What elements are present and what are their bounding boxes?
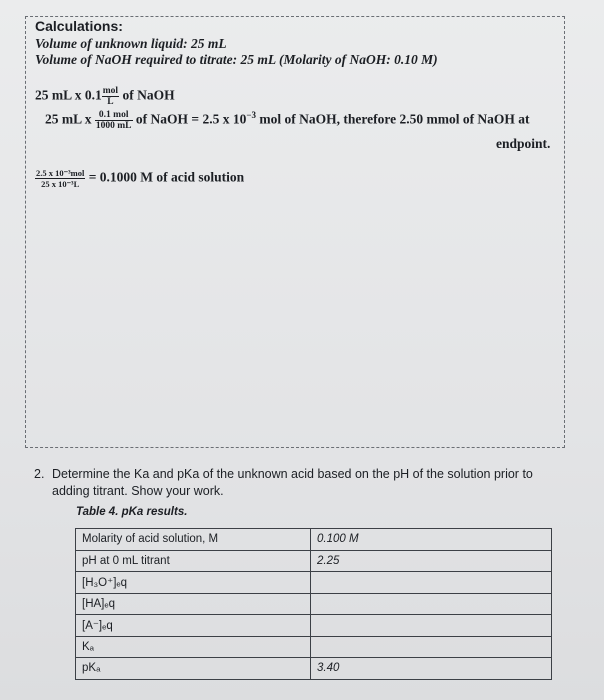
calculations-box [25,16,565,448]
fraction-numerator: 0.1 mol [95,110,133,121]
calc-line-2 [45,110,530,131]
table-row [76,636,552,658]
row-value[interactable]: 2.25 [311,550,552,572]
row-label: [H₃O⁺]ₑq [76,572,311,594]
row-value[interactable]: 3.40 [311,658,552,680]
table-row [76,550,552,572]
calc-line-3-suffix: = 0.1000 M of acid solution [88,169,245,185]
table-row [76,658,552,680]
table-caption: Table 4. pKa results. [76,506,188,518]
table-row [76,572,552,594]
calc-line-2-suffix: mol of NaOH, therefore 2.50 mmol of NaOH at [259,111,530,127]
question-number: 2. [34,467,45,481]
calc-line-2-middle: of NaOH = 2.5 x 10 [135,111,247,127]
table-row [76,593,552,615]
question-text-line-2: adding titrant. Show your work. [52,484,224,498]
calc-line-1-fraction [102,86,119,107]
calc-line-1 [35,86,175,107]
fraction-denominator: 1000 mL [95,121,132,131]
fraction-denominator: L [107,97,114,107]
row-value[interactable]: 0.100 M [311,529,552,551]
calc-line-3-fraction [35,168,85,189]
calculations-heading: Calculations: [35,18,123,34]
calc-line-2-continuation: endpoint. [496,136,551,151]
calc-line-2-fraction [95,110,133,131]
fraction-numerator: mol [102,86,119,96]
fraction-denominator: 25 x 10⁻³L [41,179,80,189]
question-text-line-1: Determine the Ka and pKa of the unknown acid based on the pH of the solution prior to [52,467,533,481]
pka-results-table [75,528,552,680]
table-row [76,529,552,551]
row-label: [HA]ₑq [76,593,311,615]
volume-naoh-text: Volume of NaOH required to titrate: 25 mL (Molarity of NaOH: 0.10 M) [35,52,438,67]
calc-line-2-prefix: 25 mL x [45,111,92,127]
row-label: Molarity of acid solution, M [76,529,311,551]
row-value[interactable] [311,615,552,637]
table-row [76,615,552,637]
fraction-numerator: 2.5 x 10⁻³mol [36,168,85,178]
calc-line-2-exponent: −3 [246,110,256,121]
row-value[interactable] [311,593,552,615]
calc-line-3 [35,168,244,189]
row-label: pKₐ [76,658,311,680]
row-label: Kₐ [76,636,311,658]
row-label: pH at 0 mL titrant [76,550,311,572]
row-value[interactable] [311,636,552,658]
calc-line-1-suffix: of NaOH [122,87,175,103]
row-value[interactable] [311,572,552,594]
volume-unknown-text: Volume of unknown liquid: 25 mL [35,36,227,51]
row-label: [A⁻]ₑq [76,615,311,637]
calc-line-1-prefix: 25 mL x 0.1 [35,87,102,103]
